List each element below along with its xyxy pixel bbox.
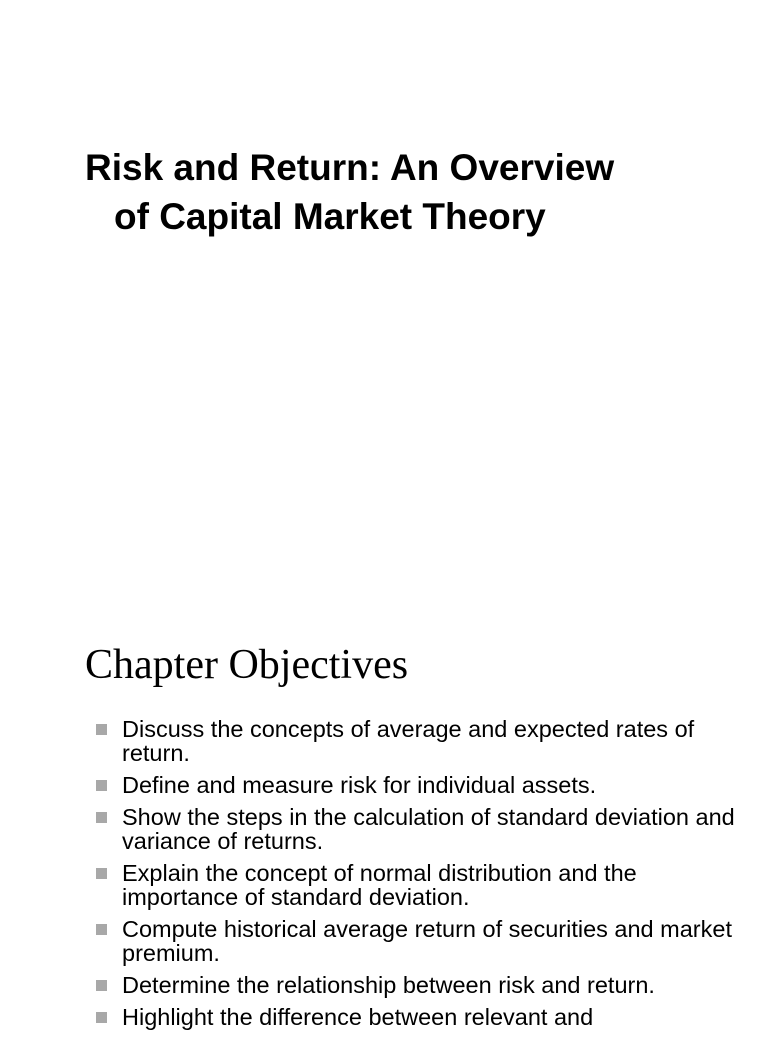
objective-text: Compute historical average return of securities and market premium. [122, 916, 732, 966]
objective-text: Determine the relationship between risk and return. [122, 972, 655, 998]
objective-item [96, 861, 736, 909]
objective-item [96, 717, 736, 765]
square-bullet-icon [96, 812, 107, 823]
square-bullet-icon [96, 724, 107, 735]
square-bullet-icon [96, 1012, 107, 1023]
objective-text: Highlight the difference between relevant and [122, 1004, 594, 1030]
slide-title [85, 143, 745, 241]
square-bullet-icon [96, 780, 107, 791]
objective-text: Show the steps in the calculation of standard deviation and variance of returns. [122, 804, 735, 854]
slide-title-line-1: Risk and Return: An Overview [85, 147, 615, 188]
objective-item [96, 973, 736, 997]
chapter-objectives-heading: Chapter Objectives [85, 642, 409, 688]
square-bullet-icon [96, 980, 107, 991]
objective-text: Define and measure risk for individual assets. [122, 772, 597, 798]
objective-item [96, 773, 736, 797]
objectives-list [96, 717, 736, 1037]
objective-item [96, 1005, 736, 1029]
objective-item [96, 805, 736, 853]
slide-title-line-2: of Capital Market Theory [114, 196, 546, 237]
square-bullet-icon [96, 868, 107, 879]
objective-text: Discuss the concepts of average and expected rates of return. [122, 716, 695, 766]
square-bullet-icon [96, 924, 107, 935]
objective-item [96, 917, 736, 965]
objective-text: Explain the concept of normal distribution and the importance of standard deviation. [122, 860, 637, 910]
